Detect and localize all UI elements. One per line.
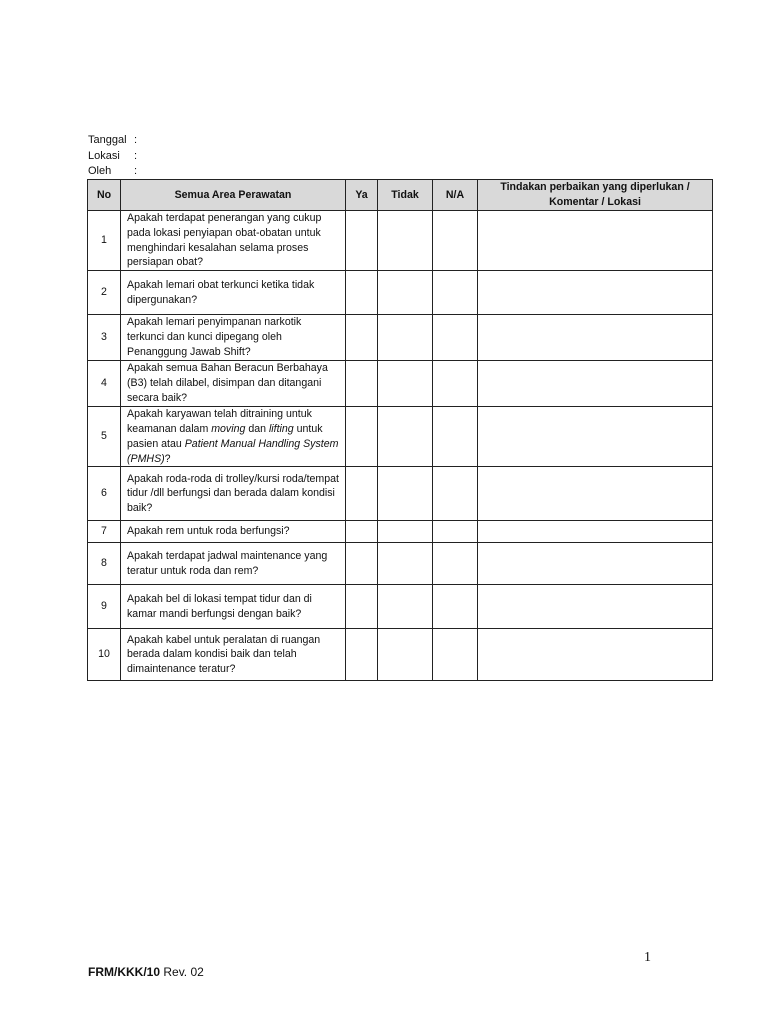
na-cell[interactable] [433,211,478,271]
table-row [88,543,713,585]
na-cell[interactable] [433,543,478,585]
table-row [88,585,713,629]
column-header-no: No [88,180,121,211]
row-number: 5 [88,407,121,467]
form-code: FRM/KKK/10 [88,965,161,979]
tidak-cell[interactable] [378,361,433,407]
ya-cell[interactable] [346,521,378,543]
tindakan-cell[interactable] [478,521,713,543]
column-header-na: N/A [433,180,478,211]
ya-cell[interactable] [346,211,378,271]
row-number: 7 [88,521,121,543]
tidak-cell[interactable] [378,211,433,271]
page-number: 1 [644,950,651,965]
row-question: Apakah terdapat penerangan yang cukup pada lokasi penyiapan obat-obatan untuk menghindari kesalahan selama proses persiapan obat? [121,211,346,271]
row-question: Apakah kabel untuk peralatan di ruangan berada dalam kondisi baik dan telah dimaintenance teratur? [121,629,346,681]
table-header-row [88,180,713,211]
row-number: 9 [88,585,121,629]
ya-cell[interactable] [346,585,378,629]
row-question: Apakah lemari penyimpanan narkotik terkunci dan kunci dipegang oleh Penanggung Jawab Shift? [121,315,346,361]
table-row [88,315,713,361]
field-tanggal [88,133,144,149]
tidak-cell[interactable] [378,271,433,315]
column-header-ya: Ya [346,180,378,211]
row-number: 4 [88,361,121,407]
ya-cell[interactable] [346,271,378,315]
table-row [88,467,713,521]
tidak-cell[interactable] [378,467,433,521]
field-oleh [88,164,144,180]
ya-cell[interactable] [346,361,378,407]
table-row [88,407,713,467]
table-row [88,211,713,271]
na-cell[interactable] [433,521,478,543]
ya-cell[interactable] [346,407,378,467]
na-cell[interactable] [433,629,478,681]
ya-cell[interactable] [346,629,378,681]
ya-cell[interactable] [346,467,378,521]
field-colon: : [134,165,138,177]
tidak-cell[interactable] [378,585,433,629]
checklist-table [87,179,713,681]
tidak-cell[interactable] [378,629,433,681]
table-row [88,361,713,407]
tindakan-cell[interactable] [478,315,713,361]
tindakan-cell[interactable] [478,361,713,407]
na-cell[interactable] [433,315,478,361]
row-number: 2 [88,271,121,315]
header-fields [88,133,144,180]
row-number: 10 [88,629,121,681]
column-header-tindakan: Tindakan perbaikan yang diperlukan / Komentar / Lokasi [478,180,713,211]
column-header-tidak: Tidak [378,180,433,211]
row-question: Apakah roda-roda di trolley/kursi roda/tempat tidur /dll berfungsi dan berada dalam kondisi baik? [121,467,346,521]
na-cell[interactable] [433,407,478,467]
row-number: 1 [88,211,121,271]
tidak-cell[interactable] [378,407,433,467]
column-header-area: Semua Area Perawatan [121,180,346,211]
na-cell[interactable] [433,585,478,629]
na-cell[interactable] [433,467,478,521]
ya-cell[interactable] [346,315,378,361]
row-number: 8 [88,543,121,585]
row-question: Apakah karyawan telah ditraining untuk keamanan dalam moving dan lifting untuk pasien atau Patient Manual Handling System (PMHS)? [121,407,346,467]
ya-cell[interactable] [346,543,378,585]
row-question: Apakah rem untuk roda berfungsi? [121,521,346,543]
tindakan-cell[interactable] [478,467,713,521]
table-row [88,521,713,543]
field-label: Oleh [88,165,112,177]
tindakan-cell[interactable] [478,407,713,467]
tindakan-cell[interactable] [478,585,713,629]
tidak-cell[interactable] [378,543,433,585]
field-label: Tanggal [88,134,127,146]
row-question: Apakah semua Bahan Beracun Berbahaya (B3) telah dilabel, disimpan dan ditangani secara baik? [121,361,346,407]
tindakan-cell[interactable] [478,211,713,271]
row-number: 3 [88,315,121,361]
field-colon: : [134,134,138,146]
table-row [88,271,713,315]
tindakan-cell[interactable] [478,629,713,681]
row-question: Apakah bel di lokasi tempat tidur dan di kamar mandi berfungsi dengan baik? [121,585,346,629]
row-question: Apakah terdapat jadwal maintenance yang teratur untuk roda dan rem? [121,543,346,585]
row-question: Apakah lemari obat terkunci ketika tidak dipergunakan? [121,271,346,315]
form-revision: Rev. 02 [163,965,204,979]
field-label: Lokasi [88,149,120,162]
na-cell[interactable] [433,271,478,315]
tindakan-cell[interactable] [478,543,713,585]
tindakan-cell[interactable] [478,271,713,315]
field-lokasi [88,149,144,165]
field-colon: : [134,149,138,162]
row-number: 6 [88,467,121,521]
table-row [88,629,713,681]
footer-form-code [88,965,204,979]
tidak-cell[interactable] [378,521,433,543]
tidak-cell[interactable] [378,315,433,361]
na-cell[interactable] [433,361,478,407]
